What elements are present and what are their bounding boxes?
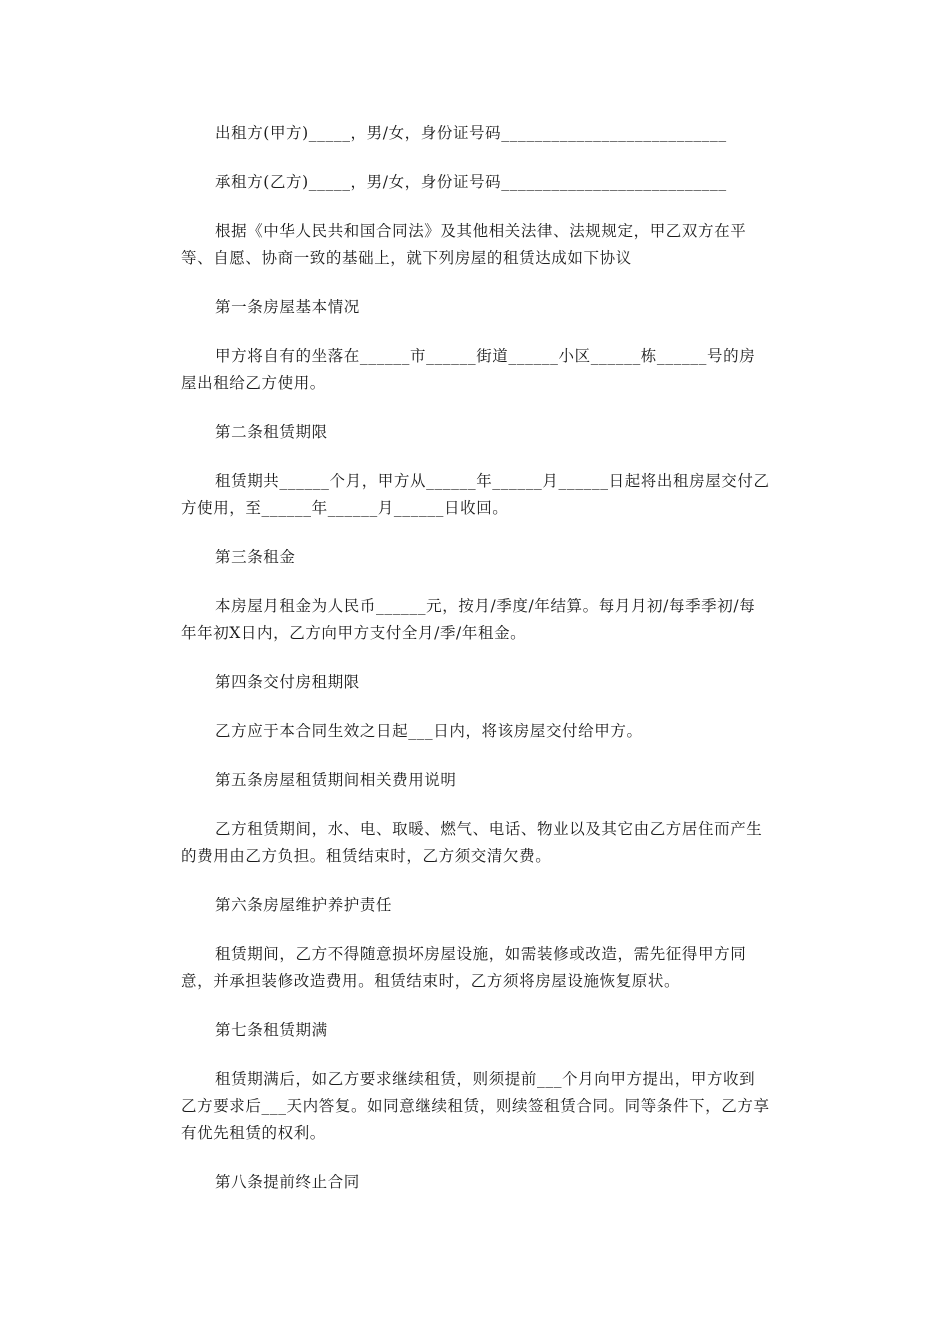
article-1-heading: 第一条房屋基本情况 — [215, 298, 360, 316]
article-2-heading: 第二条租赁期限 — [215, 423, 328, 441]
preamble-paragraph: 根据《中华人民共和国合同法》及其他相关法律、法规规定，甲乙双方在平等、自愿、协商一致的基础上，就下列房屋的租赁达成如下协议 — [181, 222, 747, 267]
article-7-body: 租赁期满后，如乙方要求继续租赁，则须提前___个月向甲方提出，甲方收到乙方要求后___天内答复。如同意继续租赁，则续签租赁合同。同等条件下，乙方享有优先租赁的权利。 — [181, 1070, 770, 1142]
article-5-heading: 第五条房屋租赁期间相关费用说明 — [215, 771, 457, 789]
article-8-heading: 第八条提前终止合同 — [215, 1173, 360, 1191]
article-7-heading: 第七条租赁期满 — [215, 1021, 328, 1039]
lessee-line: 承租方(乙方)_____，男/女，身份证号码___________________________ — [215, 173, 727, 191]
article-4-heading: 第四条交付房租期限 — [215, 673, 360, 691]
article-4-body: 乙方应于本合同生效之日起___日内，将该房屋交付给甲方。 — [215, 722, 643, 740]
lessor-line: 出租方(甲方)_____，男/女，身份证号码___________________________ — [215, 124, 727, 142]
article-1-body: 甲方将自有的坐落在______市______街道______小区______栋______号的房屋出租给乙方使用。 — [181, 347, 756, 392]
article-3-body: 本房屋月租金为人民币______元，按月/季度/年结算。每月月初/每季季初/每年年初X日内，乙方向甲方支付全月/季/年租金。 — [181, 597, 756, 642]
article-6-body: 租赁期间，乙方不得随意损坏房屋设施，如需装修或改造，需先征得甲方同意，并承担装修改造费用。租赁结束时，乙方须将房屋设施恢复原状。 — [181, 945, 747, 990]
article-3-heading: 第三条租金 — [215, 548, 296, 566]
article-2-body: 租赁期共______个月，甲方从______年______月______日起将出租房屋交付乙方使用，至______年______月______日收回。 — [181, 472, 770, 517]
document-body — [181, 120, 771, 1196]
article-5-body: 乙方租赁期间，水、电、取暖、燃气、电话、物业以及其它由乙方居住而产生的费用由乙方负担。租赁结束时，乙方须交清欠费。 — [181, 820, 763, 865]
article-6-heading: 第六条房屋维护养护责任 — [215, 896, 393, 914]
